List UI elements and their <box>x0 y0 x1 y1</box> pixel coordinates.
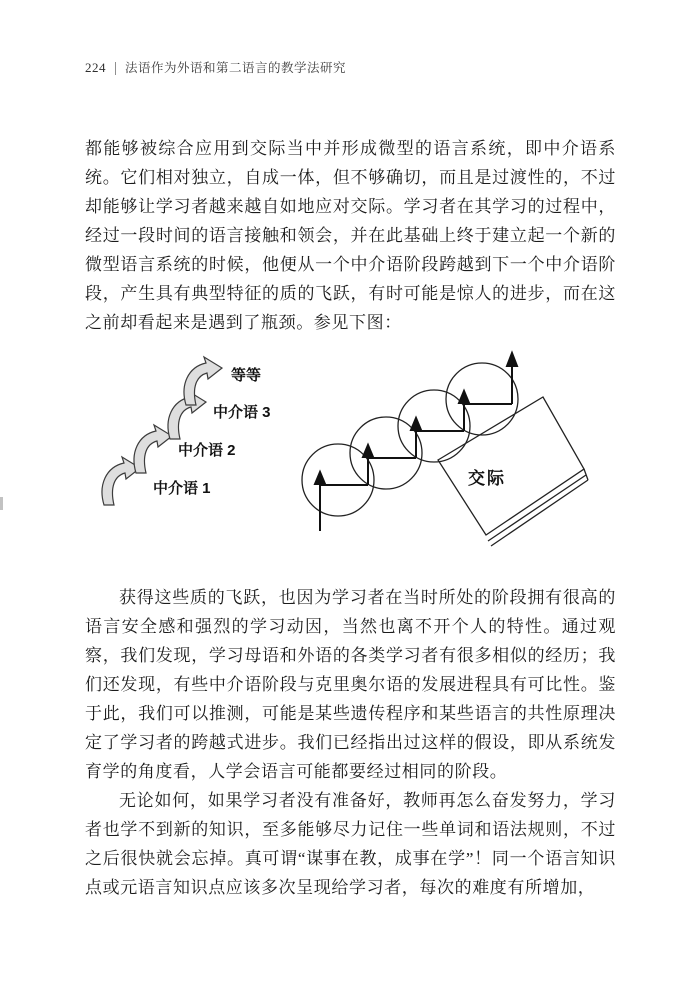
stage-label-interlanguage-3: 中介语 3 <box>213 404 271 421</box>
running-head <box>85 60 616 76</box>
page-number: 224 <box>85 60 106 75</box>
paragraph-interlanguage-system: 都能够被综合应用到交际当中并形成微型的语言系统，即中介语系统。它们相对独立，自成一体，但不够确切，而且是过渡性的，不过却能够让学习者越来越自如地应对交际。学习者在其学习的过程中，经过一段时间的语言接触和领会，并在此基础上终于建立起一个新的微型语言系统的时候，他便从一个中介语阶段跨越到下一个中介语阶段，产生具有典型特征的质的飞跃，有时可能是惊人的进步，而在这之前却看起来是遇到了瓶颈。参见下图： <box>85 139 616 332</box>
interlanguage-circle <box>446 363 518 435</box>
platform-label: 交际 <box>468 469 506 488</box>
paragraph-teaching-learning: 无论如何，如果学习者没有准备好，教师再怎么奋发努力，学习者也学不到新的知识，至多能够尽力记住一些单词和语法规则，不过之后很快就会忘掉。真可谓“谋事在教，成事在学”！同一个语言知识点或元语言知识点应该多次呈现给学习者，每次的难度有所增加， <box>85 791 616 897</box>
spiral-arrow-icon <box>134 425 172 473</box>
page-edge-mark <box>0 497 3 510</box>
communication-platform <box>438 397 588 546</box>
stage-label-interlanguage-1: 中介语 1 <box>153 480 211 497</box>
book-title: 法语作为外语和第二语言的教学法研究 <box>125 61 347 75</box>
stage-label-etc: 等等 <box>231 367 262 384</box>
interlanguage-diagram <box>88 347 608 562</box>
body-text <box>85 134 616 902</box>
stage-label-interlanguage-2: 中介语 2 <box>178 442 236 459</box>
header-divider-line <box>115 62 116 75</box>
paragraph-qualitative-leap: 获得这些质的飞跃，也因为学习者在当时所处的阶段拥有很高的语言安全感和强烈的学习动因，当然也离不开个人的特性。通过观察，我们发现，学习母语和外语的各类学习者有很多相似的经历；我们还发现，有些中介语阶段与克里奥尔语的发展进程具有可比性。鉴于此，我们可以推测，可能是某些遗传程序和某些语言的共性原理决定了学习者的跨越式进步。我们已经指出过这样的假设，即从系统发育学的角度看，人学会语言可能都要经过相同的阶段。 <box>85 588 616 781</box>
interlanguage-figure <box>88 347 616 567</box>
spiral-arrow-icon <box>184 357 222 405</box>
